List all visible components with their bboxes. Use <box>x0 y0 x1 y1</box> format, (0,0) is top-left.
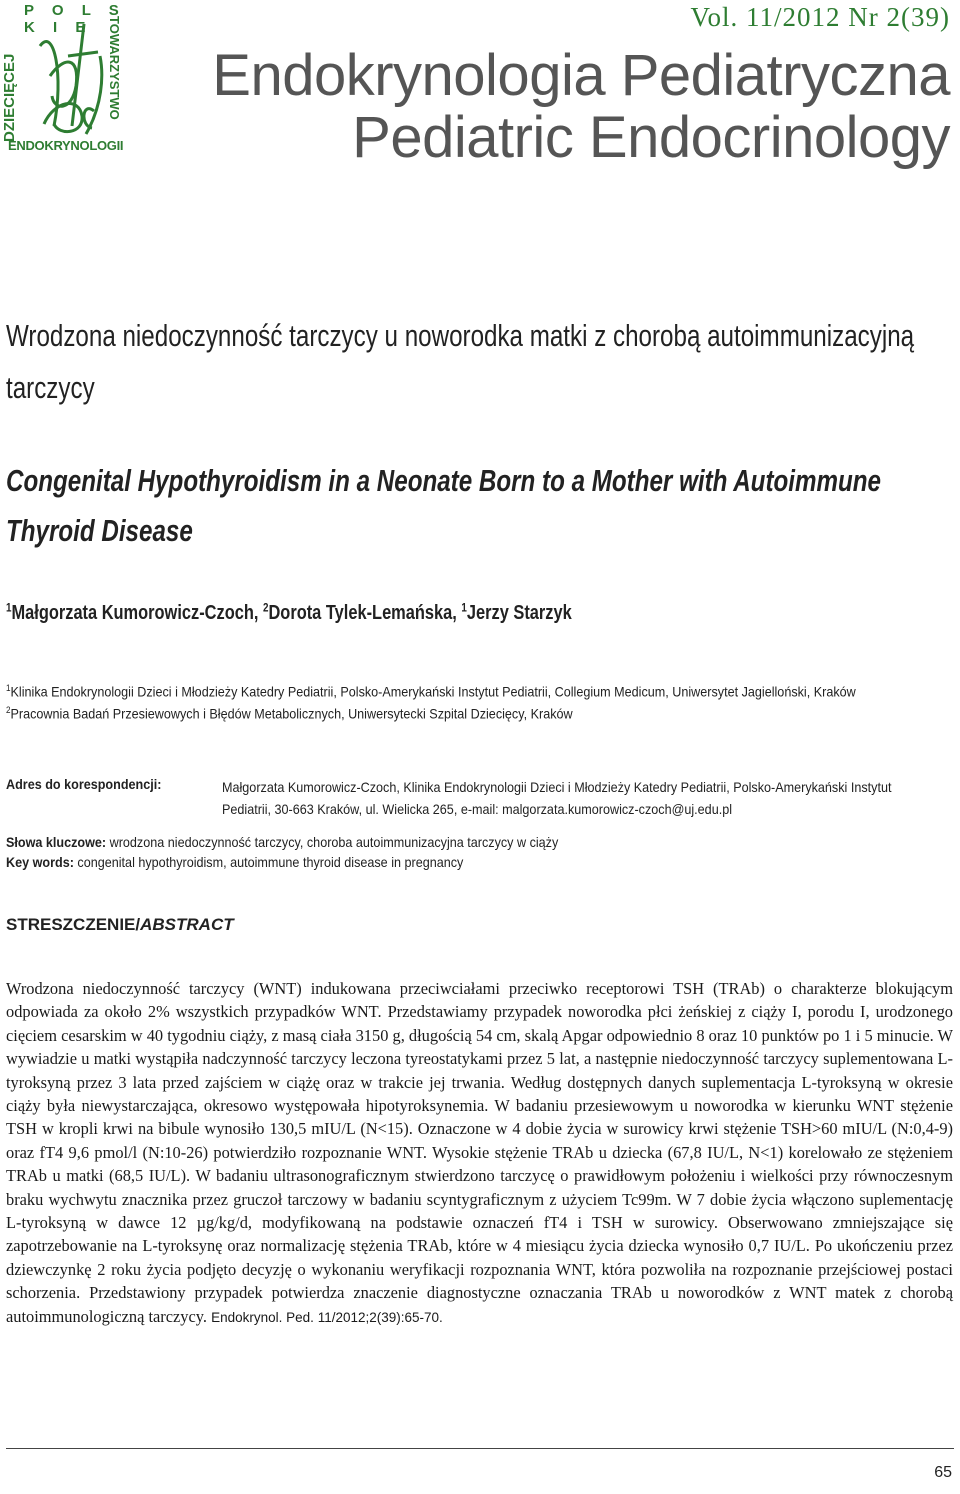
author: $^1$Jerzy Starzyk <box>461 600 572 624</box>
page-number: 65 <box>934 1464 952 1481</box>
logo-monogram-icon <box>24 16 108 138</box>
journal-title-pl: Endokrynologia Pediatryczna <box>212 43 950 108</box>
keywords-en: Key words: congenital hypothyroidism, autoimmune thyroid disease in pregnancy <box>6 854 464 870</box>
abstract-text: Wrodzona niedoczynność tarczycy (WNT) indukowana przeciwciałami przeciwko receptorowi TSH (TRAb) o charakterze blokującym odpowiada za około 2% wszystkich przypadków WNT. Przedstawiamy przypadek noworodka płci żeńskiej z ciąży I, porodu I, urodzonego cięciem cesarskim w 40 tygodniu ciąży, z masą ciała 3150 g, długością 54 cm, skalą Apgar odpowiednio 8 oraz 10 punktów po 1 i 5 minucie. W wywiadzie u matki wystąpiła nadczynność tarczycy leczona tyreostatykami przez 5 lat, a następnie niedoczynność tarczycy suplementowana L-tyroksyną przez 3 lata przed zajściem w ciążę oraz w trakcie jej trwania. Według dostępnych danych suplementacja L-tyroksyną w okresie ciąży była niewystarczająca, okresowo występowała hipotyroksynemia. W badaniu przesiewowym u noworodka w kierunku WNT stężenie TSH w kropli krwi na bibule wynosiło 130,5 mIU/L (N<15). Oznaczone w 4 dobie życia w surowicy krwi stężenie TSH>60 mIU/L (N:0,4-9) oraz fT4 9,6 pmol/l (N:10-26) potwierdziło rozpoznanie WNT. Wysokie stężenie TRAb u dziecka (67,8 IU/L, N<1) korelowało ze stężeniem TRAb u matki (68,5 IU/L). W badaniu ultrasonograficznym stwierdzono tarczycę o prawidłowym położeniu i wielkości przy równoczesnym braku wychwytu znacznika przez gruczoł tarczowy w badaniu scyntygraficznym z użyciem Tc99m. W 7 dobie życia włączono suplementację L-tyroksyną w dawce 12 µg/kg/d, modyfikowaną na podstawie oznaczeń fT4 i TSH w surowicy. Obserwowano zmniejszające się zapotrzebowanie na L-tyroksynę oraz normalizację stężenia TRAb, które w 4 miesiącu życia dziecka wynosiło 0,7 IU/L. Po ukończeniu przez dziewczynkę 2 roku życia podjęto decyzję o wykonaniu weryfikacji rozpoznania WNT, która pozwoliła na rozpoznanie przejściowej postaci schorzenia. Przedstawiony przypadek potwierdza znaczenie diagnostyczne oznaczania TRAb u noworodków z WNT matek z chorobą autoimmunologiczną tarczycy. Endokrynol. Ped. 11/2012;2(39):65-70. <box>6 979 953 1326</box>
correspondence-label: Adres do korespondencji: <box>6 776 162 792</box>
article-title-pl: Wrodzona niedoczynność tarczycy u noworodka matki z chorobą autoimmunizacyjną tarczycy <box>6 318 915 405</box>
abstract-heading: STRESZCZENIE/ABSTRACT <box>6 915 234 934</box>
author: $^1$Małgorzata Kumorowicz-Czoch, <box>6 600 259 624</box>
journal-logo <box>2 2 130 154</box>
journal-title-en: Pediatric Endocrinology <box>352 105 950 170</box>
article-title-en: Congenital Hypothyroidism in a Neonate Born to a Mother with Autoimmune Thyroid Disease <box>6 463 881 548</box>
author: $^2$Dorota Tylek-Lemańska, <box>262 600 457 624</box>
logo-left-text: DZIECIĘCEJ <box>1 53 18 142</box>
affiliation: $^2$Pracownia Badań Przesiewowych i Błędów Metabolicznych, Uniwersytecki Szpital Dziecięcy, Kraków <box>6 705 573 722</box>
journal-volume: Vol. 11/2012 Nr 2(39) <box>690 2 950 32</box>
citation: Endokrynol. Ped. 11/2012;2(39):65-70. <box>211 1309 443 1325</box>
logo-top-text: P O L S K I E <box>24 2 126 36</box>
logo-right-text: TOWARZYSTWO <box>107 16 122 120</box>
logo-bottom-text: ENDOKRYNOLOGII <box>8 138 124 153</box>
author-list <box>6 600 572 625</box>
keywords-pl: Słowa kluczowe: wrodzona niedoczynność tarczycy, choroba autoimmunizacyjna tarczycy w ciąży <box>6 834 559 850</box>
affiliation: $^1$Klinika Endokrynologii Dzieci i Młodzieży Katedry Pediatrii, Polsko-Amerykański Instytut Pediatrii, Collegium Medicum, Uniwersytet Jagielloński, Kraków <box>6 683 856 700</box>
correspondence-address: Małgorzata Kumorowicz-Czoch, Klinika Endokrynologii Dzieci i Młodzieży Katedry Pediatrii, Polsko-Amerykański Instytut Pediatrii, 30-663 Kraków, ul. Wielicka 265, e-mail: malgorzata.kumorowicz-czoch@uj.edu.pl <box>222 779 892 817</box>
footer-rule <box>6 1448 954 1449</box>
